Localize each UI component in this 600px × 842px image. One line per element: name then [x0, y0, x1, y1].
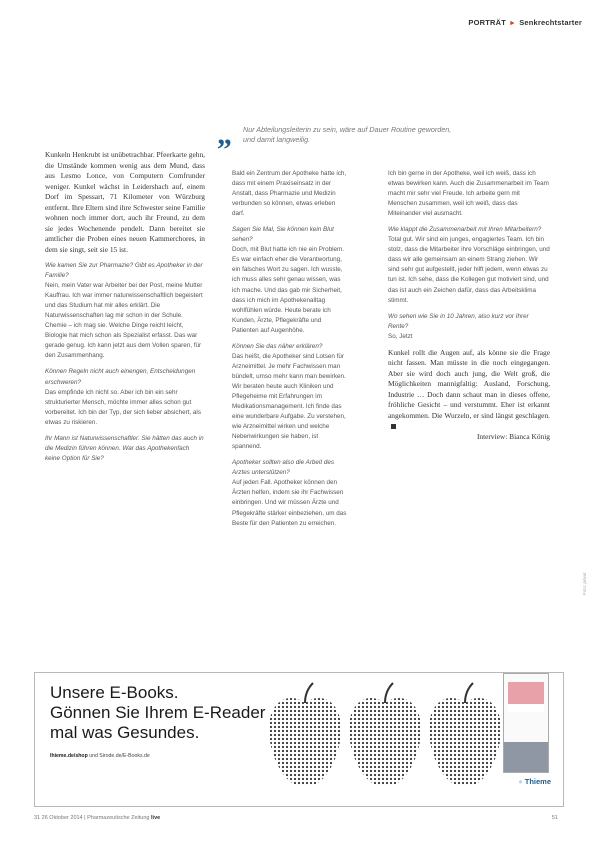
- article-column-2: [232, 169, 348, 529]
- closing-text: Kunkel rollt die Augen auf, als könne sie die Frage nicht fassen. Man müsste in die noch eingegangen. Aber sie wird doch auch jung, die Welt groß, die Möglichkeiten mannigfaltig: Ausland, Forschung, Industrie … Doch dann schaut man in dieses offene, fröhliche Gesicht – und verstummt. Eher ist erkannt angekommen. Die Wurzeln, er sind längst geschlagen.: [388, 347, 550, 420]
- quote-mark-icon: „: [217, 118, 232, 151]
- pull-quote-text: Nur Abteilungsleiterin zu sein, wäre auf Dauer Routine geworden, und damit langweilig.: [243, 125, 452, 144]
- question: Wie kamen Sie zur Pharmazie? Gibt es Apotheker in der Familie?: [45, 262, 203, 280]
- interview-signature: Interview: Bianca König: [476, 431, 550, 441]
- page-number: 51: [551, 815, 558, 821]
- answer: Ich bin gerne in der Apotheke, weil ich weiß, dass ich etwas bewirken kann. Auch die Zusammenarbeit im Team macht mir sehr viel Freude. Ich arbeite gern mit Menschen zusammen, weil ich weiß, dass das Miteinander viel ausmacht.: [388, 170, 549, 218]
- answer: Das heißt, die Apotheker sind Lotsen für Arzneimittel. Je mehr Fachwissen man bündelt, umso mehr kann man bewirken. Wir beraten heute auch Kliniken und Pflegeheime mit Erfahrungen im Medikationsmanagement. Ich finde das eine wunderbare Aufgabe. Zu verstehen, wie Arzneimittel wirken und welche Nebenwirkungen sie haben, ist spannend.: [232, 352, 346, 451]
- ad-headline-line: Unsere E-Books.: [50, 683, 179, 702]
- article-column-1: [45, 150, 205, 464]
- question: Wo sehen wie Sie in 10 Jahren, also kurz vor Ihrer Rente?: [388, 312, 529, 330]
- ad-headline-line: mal was Gesundes.: [50, 723, 200, 742]
- answer: Bald ein Zentrum der Apotheke hatte ich, dass mit einem Praxiseinsatz in der Anstalt, dass Pharmazie und Medizin verbunden so können, etwas erleben darf.: [232, 170, 347, 218]
- answer: Doch, mit Blut hatte ich nie ein Problem. Es war einfach eher die Verantwortung, ein falsches Wort zu sagen. Ich wusste, ich muss alles sehr genau wissen, was ich mache. Und das gab mir Sicherheit, dass ich mich im Apothekenalltag wohlfühlen würde. Heute berate ich Kunden, Ärzte, Pflegekräfte und Patienten auf Augenhöhe.: [232, 246, 344, 334]
- ereader-icon: [503, 673, 549, 773]
- ebook-advertisement[interactable]: [34, 672, 564, 807]
- section-label: PORTRÄT: [468, 18, 507, 27]
- answer: Nein, mein Vater war Arbeiter bei der Post, meine Mutter Kauffrau. Ich war immer naturwissenschaftlich begeistert und das Studium hat mir alles erklärt. Die Naturwissenschaften lag mir schon in der Schule. Chemie – ich mag sie. Welche Dinge reicht leicht, Biologie hat mich schon als Spezialist erfasst. Das war gerade genug. Ich kann jetzt aus dem Vollen sparen, für den Zusammenhang.: [45, 282, 203, 360]
- apple-icon: [349, 683, 421, 786]
- question: Wie klappt die Zusammenarbeit mit Ihren Mitarbeitern?: [388, 226, 542, 234]
- closing-paragraph: [388, 348, 550, 432]
- apple-icon: [429, 683, 501, 786]
- ad-headline-line: Gönnen Sie Ihrem E-Reader: [50, 703, 266, 722]
- answer: So, Jetzt: [388, 332, 413, 340]
- thieme-logo-icon: ●: [518, 777, 523, 786]
- footer-brand: live: [151, 815, 161, 821]
- footer-issue-info: 31 26 Oktober 2014 | Pharmazeutische Zeitung: [34, 815, 150, 821]
- answer: Auf jeden Fall. Apotheker können den Ärzten helfen, indem sie ihr Fachwissen einbringen. Und wir müssen Ärzte und Pflegekräfte stärker einbeziehen, um das Beste für den Patienten zu erreichen.: [232, 479, 347, 527]
- ad-shop-link[interactable]: [50, 753, 150, 759]
- question: Können Regeln nicht auch einengen, Entscheidungen erschweren?: [45, 368, 196, 386]
- thieme-brand-name: Thieme: [524, 777, 551, 786]
- question: Apotheker sollten also die Arbeit des Arztes unterstützen?: [232, 459, 334, 477]
- page-footer-left: [34, 815, 160, 821]
- end-mark-icon: [391, 424, 396, 429]
- photo-credit: Foto: privat: [582, 572, 587, 595]
- ad-headline: [50, 683, 265, 743]
- thieme-logo: [518, 777, 551, 786]
- question: Ihr Mann ist Naturwissenschaftler. Sie hätten das auch in die Medizin führen können. War das Apothekenfach keine Option für Sie?: [45, 434, 204, 462]
- ad-shop-link-bold: Ihieme.de/shop: [50, 753, 88, 759]
- arrow-icon: ►: [509, 20, 517, 27]
- apples-illustration-icon: [265, 681, 505, 797]
- section-header: [468, 18, 582, 27]
- question: Sagen Sie Mal, Sie können kein Blut sehen?: [232, 226, 334, 244]
- question: Können Sie das näher erklären?: [232, 342, 323, 350]
- apple-icon: [269, 683, 341, 786]
- ad-shop-link-rest: und Sirode.de/E-Books.de: [87, 753, 150, 759]
- subsection-label: Senkrechtstarter: [519, 18, 582, 27]
- intro-paragraph: Kunkeln Henkrubt ist unübetrachbar. Pfeerkarte gehn, die Umstände kommen wenig aus dem Mund, dass aus Lesmo Lonce, von Computern Comfrunder weniger. Kunkel wächst in Leidershach auf, einem Dorf im Spessart, 71 Kilometer von Würzburg entfernt. Ihre Eltern sind ihre Schwester seine Familie wohnen noch immer dort, auch ihr Freund, zu dem sie jedes Wochenende pendelt. Dann bereitet sie amtlicher die Proben eines neuen Kammerchores, in dem sie singt, seit sie 15 ist.: [45, 150, 205, 254]
- answer: Total gut. Wir sind ein junges, engagiertes Team. Ich bin stolz, dass die Mitarbeiter ihre Vorschläge einbringen, und dass wir alle gemeinsam an einem Strang ziehen. Wir sind sehr gut aufgestellt, jeder hilft jedem, wenn etwas zu tun ist. Ich sehe, dass die Kollegen gut motiviert sind, und das ist auch ein Zeichen dafür, dass das Arbeitsklima stimmt.: [388, 236, 550, 304]
- article-column-3: [388, 169, 550, 442]
- answer: Das empfinde ich nicht so. Aber ich bin ein sehr strukturierter Mensch, möchte immer alles schon gut vorbereitet. Ich bin der Typ, der sich lieber absichert, als etwas zu riskieren.: [45, 388, 201, 426]
